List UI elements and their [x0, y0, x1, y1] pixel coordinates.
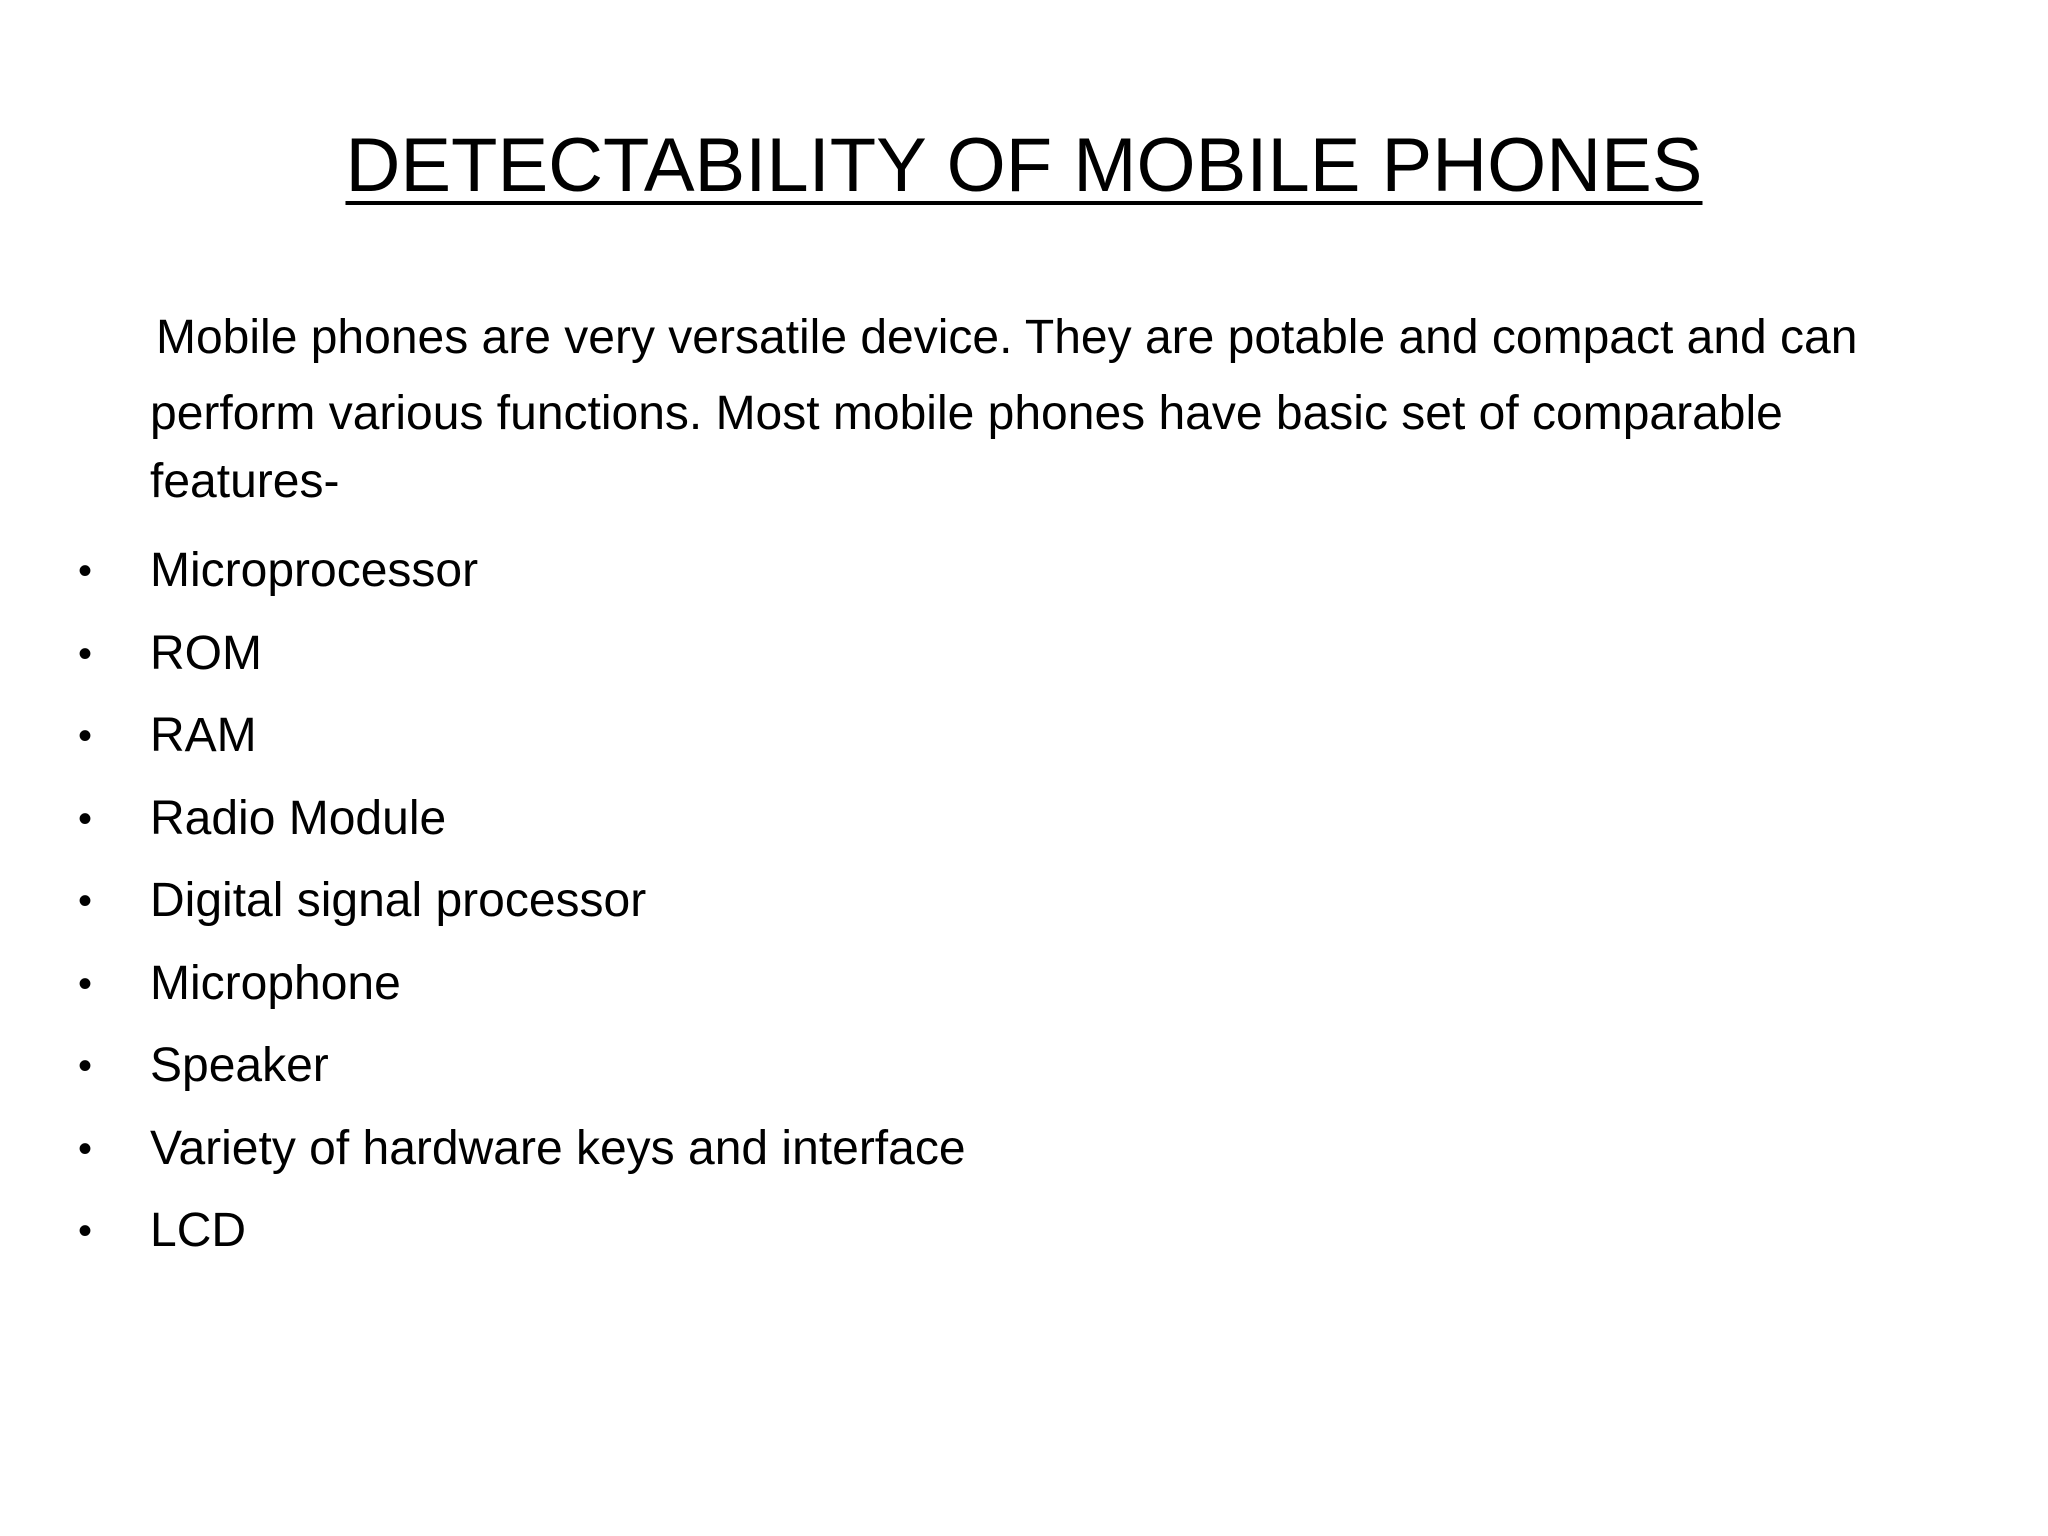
list-item-text: RAM — [150, 709, 257, 762]
intro-line: features- — [150, 455, 340, 508]
bullet-icon: • — [77, 631, 92, 676]
list-item-text: ROM — [150, 626, 262, 680]
bullet-icon: • — [77, 1209, 92, 1253]
list-item-text: Speaker — [150, 1039, 329, 1092]
intro-line: perform various functions. Most mobile phones have basic set of comparable — [150, 387, 1783, 440]
slide-title-text: DETECTABILITY OF MOBILE PHONES — [345, 123, 1703, 208]
list-item — [0, 1108, 2048, 1191]
bullet-icon: • — [77, 1044, 92, 1088]
intro-paragraph — [150, 300, 2030, 520]
bullet-icon: • — [77, 879, 92, 923]
list-item — [0, 613, 2048, 696]
intro-line: Mobile phones are very versatile device. They are potable and compact and can — [156, 311, 1858, 364]
list-item-text: Microprocessor — [150, 544, 479, 597]
list-item — [0, 1025, 2048, 1108]
list-item-text: Variety of hardware keys and interface — [150, 1121, 966, 1175]
list-item — [0, 530, 2048, 613]
list-item-text: Radio Module — [150, 791, 447, 845]
feature-list — [0, 530, 2048, 1273]
list-item — [0, 943, 2048, 1026]
list-item — [0, 1190, 2048, 1273]
slide-title — [0, 118, 2048, 214]
list-item-text: LCD — [150, 1204, 247, 1257]
bullet-icon: • — [77, 961, 92, 1006]
list-item-text: Digital signal processor — [150, 874, 647, 927]
list-item — [0, 860, 2048, 943]
list-item — [0, 695, 2048, 778]
bullet-icon: • — [77, 796, 92, 841]
list-item — [0, 778, 2048, 861]
bullet-icon: • — [77, 549, 92, 593]
bullet-icon: • — [77, 714, 92, 758]
list-item-text: Microphone — [150, 956, 401, 1010]
bullet-icon: • — [77, 1126, 92, 1171]
